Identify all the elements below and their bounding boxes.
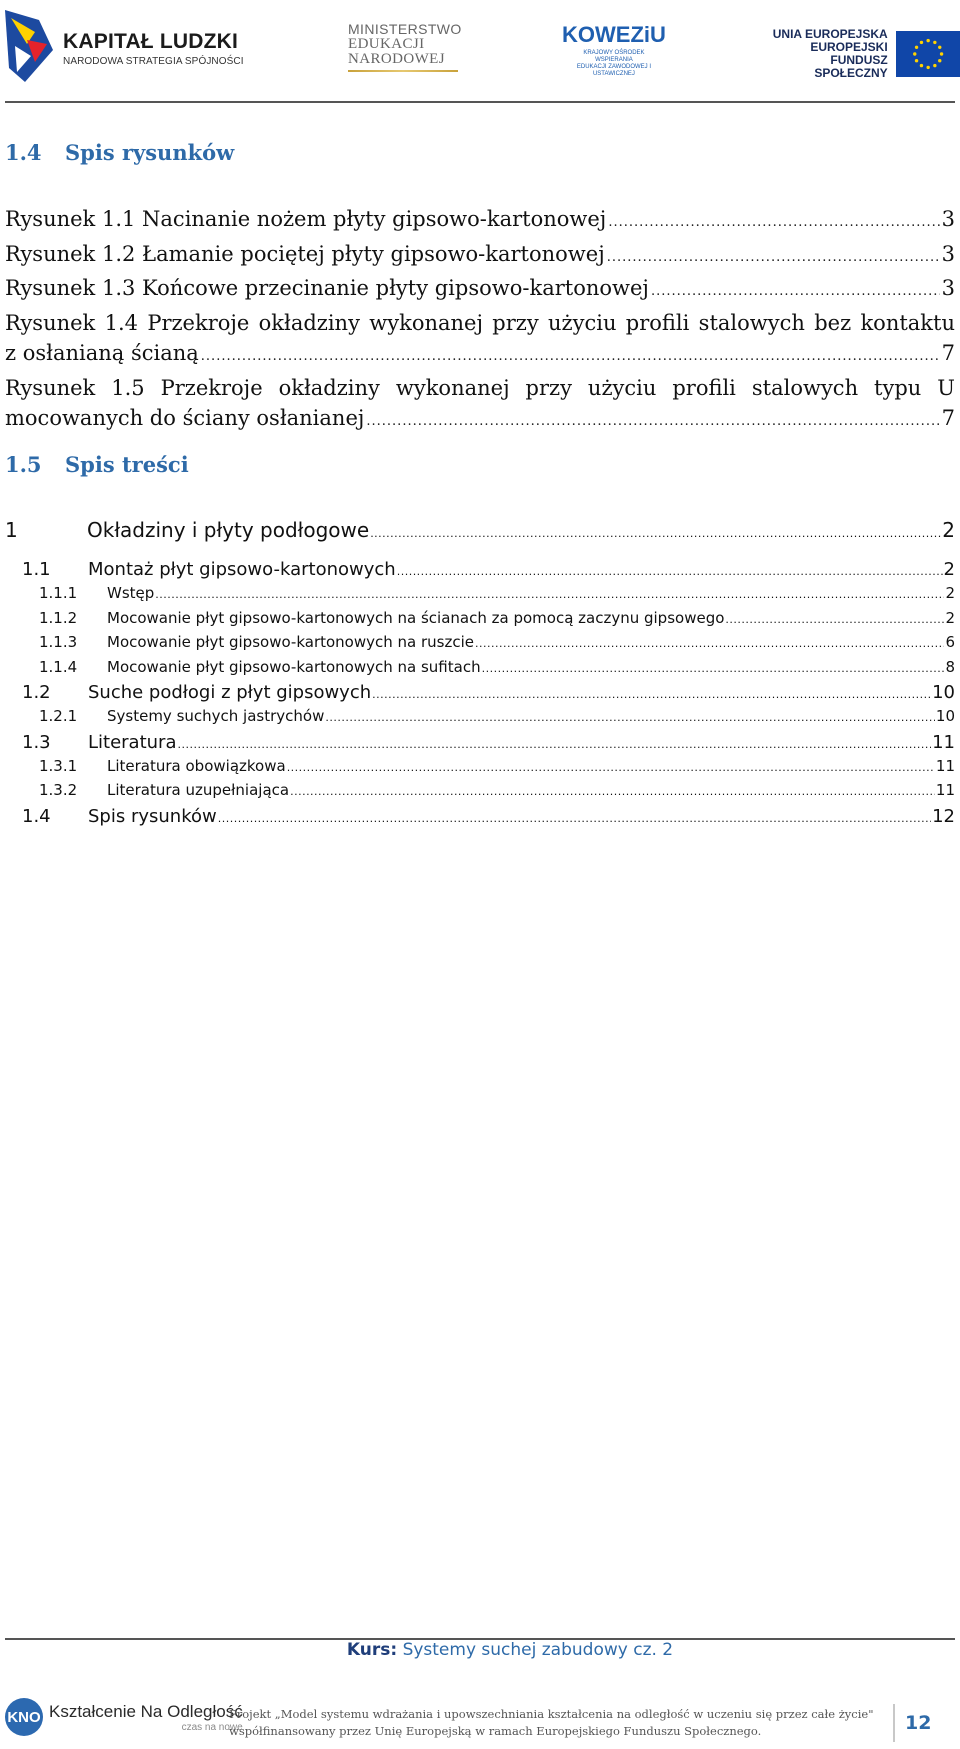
- dot-leader: [155, 584, 944, 602]
- eu-star-icon: [915, 46, 918, 49]
- eu-star-icon: [915, 59, 918, 62]
- eu-star-icon: [938, 46, 941, 49]
- toc-entry[interactable]: [5, 707, 955, 732]
- course-line: [0, 1640, 960, 1660]
- toc-entry[interactable]: [5, 732, 955, 757]
- dot-leader: [290, 781, 935, 799]
- dot-leader: [366, 403, 939, 438]
- toc-entry-number: 1.1: [22, 559, 51, 580]
- toc-entry-page: 11: [932, 731, 955, 753]
- koweziu-subtitle-2: EDUKACJI ZAWODOWEJ I USTAWICZNEJ: [576, 64, 651, 77]
- figure-entry-text: Rysunek 1.1 Nacinanie nożem płyty gipsowo-kartonowej: [5, 207, 607, 231]
- dot-leader: [325, 707, 935, 725]
- toc-entry-title: Mocowanie płyt gipsowo-kartonowych na sufitach: [107, 657, 481, 676]
- toc-entry-title: Suche podłogi z płyt gipsowych: [88, 682, 372, 703]
- toc-entry[interactable]: [5, 757, 955, 782]
- toc-entry-title: Spis rysunków: [88, 805, 217, 827]
- project-line-2: współfinansowany przez Unię Europejską w ramach Europejskiego Funduszu Społecznego.: [229, 1724, 762, 1738]
- dot-leader: [201, 338, 940, 373]
- toc-entry-page: 8: [945, 657, 955, 676]
- toc-entry[interactable]: [5, 633, 955, 658]
- toc-list: [5, 518, 955, 831]
- toc-entry[interactable]: [5, 806, 955, 831]
- project-description: [229, 1706, 873, 1740]
- figure-entry[interactable]: [5, 373, 955, 438]
- ministry-logo: [348, 22, 462, 67]
- figure-entry-text: Rysunek 1.4 Przekroje okładziny wykonanej przy użyciu profili stalowych bez kontaktu: [5, 310, 955, 335]
- eu-star-icon: [919, 64, 922, 67]
- toc-entry-page: 11: [935, 756, 955, 775]
- toc-entry-title: Mocowanie płyt gipsowo-kartonowych na ścianach za pomocą zaczynu gipsowego: [107, 608, 725, 627]
- toc-entry[interactable]: [5, 658, 955, 683]
- toc-entry-number: 1.3.2: [39, 781, 78, 799]
- toc-entry-page: 12: [932, 805, 955, 827]
- figure-entry-page: 7: [941, 406, 955, 430]
- eu-flag-icon: [896, 31, 960, 77]
- page-number: 12: [905, 1712, 932, 1734]
- toc-entry-page: 2: [945, 584, 955, 602]
- kno-tagline: czas na nowe: [181, 1721, 243, 1733]
- ministry-line-1: MINISTERSTWO: [348, 21, 462, 37]
- page-footer: [0, 1694, 960, 1749]
- figure-entry[interactable]: [5, 273, 955, 308]
- eu-star-icon: [926, 39, 929, 42]
- toc-entry-number: 1.3.1: [39, 756, 78, 775]
- eu-star-icon: [933, 41, 936, 44]
- dot-leader: [370, 518, 941, 542]
- toc-entry-number: 1.1.4: [39, 657, 78, 676]
- dot-leader: [218, 806, 931, 827]
- toc-entry[interactable]: [5, 559, 955, 584]
- toc-entry-page: 6: [945, 633, 955, 651]
- eu-star-icon: [938, 59, 941, 62]
- kno-logo: [5, 1698, 243, 1736]
- toc-heading: [5, 452, 189, 477]
- eu-line-2: EUROPEJSKI: [810, 40, 888, 54]
- eu-line-1: UNIA EUROPEJSKA: [772, 27, 888, 41]
- toc-entry-page: 11: [935, 781, 955, 799]
- dot-leader: [482, 658, 945, 676]
- toc-entry-number: 1.2.1: [39, 707, 78, 725]
- figure-entry-text: Rysunek 1.2 Łamanie pociętej płyty gipsowo-kartonowej: [5, 241, 605, 266]
- ministry-line-3: NARODOWEJ: [348, 51, 445, 67]
- figures-heading-number: 1.4: [5, 140, 42, 165]
- toc-entry-title: Okładziny i płyty podłogowe: [87, 518, 370, 542]
- eu-line-3: FUNDUSZ SPOŁECZNY: [814, 53, 888, 80]
- dot-leader: [372, 682, 931, 703]
- project-line-1: Projekt „Model systemu wdrażania i upowszechniania kształcenia na odległość w uczeniu się przez całe życie": [229, 1707, 874, 1721]
- eu-star-icon: [919, 41, 922, 44]
- dot-leader: [725, 609, 944, 627]
- kno-mark-icon: KNO: [5, 1698, 43, 1736]
- toc-entry-title: Wstęp: [107, 584, 155, 602]
- toc-entry-number: 1.1.2: [39, 608, 78, 627]
- koweziu-logo: [562, 22, 666, 78]
- toc-entry-number: 1: [5, 518, 18, 542]
- kapital-ludzki-title: KAPITAŁ LUDZKI: [63, 29, 239, 53]
- eu-star-icon: [933, 64, 936, 67]
- figures-heading: [5, 140, 234, 165]
- toc-entry-number: 1.1.3: [39, 633, 78, 651]
- toc-entry-page: 2: [945, 608, 955, 627]
- dot-leader: [178, 732, 932, 753]
- toc-entry-number: 1.3: [22, 731, 51, 753]
- kno-title: Kształcenie Na Odległość: [49, 1701, 243, 1721]
- figure-entry-text: Rysunek 1.3 Końcowe przecinanie płyty gipsowo-kartonowej: [5, 276, 649, 300]
- figure-entry-page: 3: [941, 207, 955, 231]
- footer-divider: [893, 1704, 895, 1742]
- toc-entry-title: Literatura obowiązkowa: [107, 756, 286, 775]
- figures-list: [5, 204, 955, 438]
- eu-star-icon: [926, 66, 929, 69]
- eu-star-icon: [940, 52, 943, 55]
- dot-leader: [651, 273, 940, 308]
- toc-entry-page: 10: [935, 707, 955, 725]
- dot-leader: [607, 239, 940, 274]
- eu-logo: [768, 28, 960, 80]
- figure-entry-text: mocowanych do ściany osłanianej: [5, 406, 365, 430]
- figure-entry-text: z osłanianą ścianą: [5, 341, 199, 365]
- header-rule: [5, 101, 955, 103]
- toc-heading-number: 1.5: [5, 452, 42, 477]
- koweziu-name: KOWEZiU: [562, 22, 666, 47]
- koweziu-subtitle-1: KRAJOWY OŚRODEK WSPIERANIA: [583, 50, 645, 63]
- toc-entry[interactable]: [5, 609, 955, 634]
- toc-entry-number: 1.2: [22, 682, 51, 703]
- toc-entry-page: 10: [932, 682, 955, 703]
- figure-entry[interactable]: [5, 239, 955, 274]
- dot-leader: [608, 204, 939, 239]
- toc-entry-number: 1.1.1: [39, 584, 78, 602]
- dot-leader: [287, 757, 935, 775]
- figure-entry-text: Rysunek 1.5 Przekroje okładziny wykonanej przy użyciu profili stalowych typu U: [5, 375, 955, 400]
- toc-entry[interactable]: [5, 781, 955, 806]
- dot-leader: [397, 559, 943, 580]
- dot-leader: [475, 633, 944, 651]
- kapital-ludzki-star-icon: [5, 10, 55, 86]
- kapital-ludzki-subtitle: NARODOWA STRATEGIA SPÓJNOŚCI: [63, 55, 244, 67]
- toc-entry-number: 1.4: [22, 805, 51, 827]
- course-label: Kurs:: [346, 1640, 398, 1660]
- ministry-pencil-icon: [348, 70, 458, 72]
- toc-entry[interactable]: [5, 518, 955, 559]
- toc-entry-title: Mocowanie płyt gipsowo-kartonowych na ruszcie: [107, 633, 474, 651]
- figure-entry[interactable]: [5, 308, 955, 373]
- course-name: Systemy suchej zabudowy cz. 2: [402, 1640, 674, 1660]
- toc-entry-title: Literatura: [88, 731, 177, 753]
- toc-entry[interactable]: [5, 584, 955, 609]
- figure-entry-page: 7: [941, 341, 955, 365]
- figure-entry-page: 3: [941, 276, 955, 300]
- toc-entry-page: 2: [942, 518, 955, 542]
- kapital-ludzki-logo: [5, 10, 244, 86]
- toc-entry-title: Literatura uzupełniająca: [107, 781, 290, 799]
- toc-entry-title: Systemy suchych jastrychów: [107, 707, 325, 725]
- toc-entry-page: 2: [943, 559, 955, 580]
- figure-entry[interactable]: [5, 204, 955, 239]
- eu-star-icon: [913, 52, 916, 55]
- page-header: [0, 0, 960, 103]
- toc-heading-title: Spis treści: [65, 452, 189, 477]
- toc-entry-title: Montaż płyt gipsowo-kartonowych: [88, 559, 396, 580]
- ministry-line-2: EDUKACJI: [348, 36, 425, 52]
- figure-entry-page: 3: [941, 241, 955, 266]
- toc-entry[interactable]: [5, 682, 955, 707]
- figures-heading-title: Spis rysunków: [65, 140, 235, 165]
